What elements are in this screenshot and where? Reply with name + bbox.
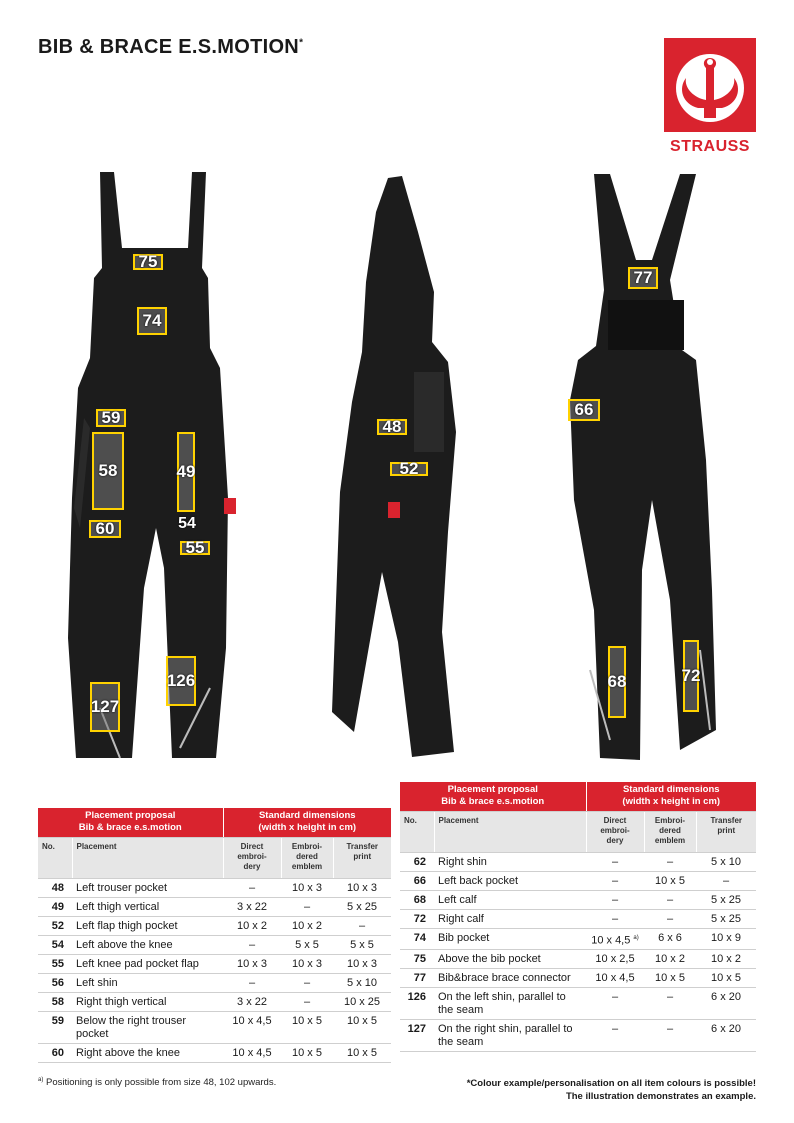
row-transfer-print: [696, 969, 756, 988]
header-standard-dimensions: [586, 782, 756, 811]
row-transfer-print-text: 10 x 5: [347, 1014, 377, 1027]
col-header-no: No.: [400, 811, 434, 852]
row-direct-embroidery: [586, 890, 644, 909]
row-embroidered-emblem: [644, 852, 696, 871]
back-view-image: [560, 170, 740, 764]
header-standard-dimensions: [223, 808, 391, 837]
marker-66: 66: [568, 399, 600, 421]
marker-127: 127: [90, 682, 120, 732]
row-transfer-print-text: 10 x 5: [711, 972, 741, 985]
row-placement: [72, 973, 223, 992]
row-direct-embroidery-text: 10 x 4,5: [232, 1014, 272, 1027]
col-header-transfer: Transfer print: [333, 837, 391, 878]
row-direct-embroidery-text: –: [248, 881, 256, 894]
col-header-emblem: [644, 811, 696, 852]
row-direct-embroidery-text: 3 x 22: [237, 900, 267, 913]
row-direct-embroidery-text: 10 x 2,5: [595, 953, 635, 966]
row-direct-embroidery-text: –: [611, 874, 619, 887]
row-number-text: 60: [51, 1046, 64, 1059]
table-row: [38, 954, 391, 973]
brand-name: STRAUSS: [670, 138, 750, 155]
row-placement-text: Left thigh vertical: [76, 900, 160, 913]
marker-58: 58: [92, 432, 124, 510]
row-embroidered-emblem: [281, 1043, 333, 1062]
row-transfer-print-text: 10 x 9: [711, 931, 741, 944]
row-embroidered-emblem-text: 10 x 5: [292, 1014, 322, 1027]
row-number: [400, 988, 434, 1020]
row-placement-text: Right calf: [438, 912, 484, 925]
row-embroidered-emblem-text: 6 x 6: [658, 931, 682, 944]
row-number: [400, 969, 434, 988]
table-row: [38, 1043, 391, 1062]
row-transfer-print-text: 5 x 10: [347, 976, 377, 989]
row-embroidered-emblem-text: 10 x 2: [655, 953, 685, 966]
row-embroidered-emblem: [644, 969, 696, 988]
row-direct-embroidery: [223, 954, 281, 973]
header-placement-proposal-line1: Placement proposal: [447, 784, 538, 796]
row-embroidered-emblem-text: –: [303, 976, 311, 989]
row-number-text: 59: [51, 1014, 64, 1027]
row-embroidered-emblem: [281, 897, 333, 916]
row-transfer-print-text: 10 x 3: [347, 881, 377, 894]
row-embroidered-emblem-text: 10 x 2: [292, 919, 322, 932]
stork-logo-icon: [664, 38, 756, 132]
row-transfer-print: [696, 928, 756, 950]
row-placement-text: Bib&brace brace connector: [438, 972, 571, 985]
row-direct-embroidery-text: 10 x 3: [237, 957, 267, 970]
row-embroidered-emblem: [281, 878, 333, 897]
row-placement: [72, 954, 223, 973]
row-direct-embroidery-text: –: [611, 855, 619, 868]
footer-note: [467, 1077, 756, 1103]
row-transfer-print-text: 5 x 25: [711, 893, 741, 906]
footnote-mark: a): [38, 1077, 44, 1083]
row-number-text: 126: [407, 991, 426, 1004]
header-standard-dimensions-line2: (width x height in cm): [258, 822, 357, 834]
table-row: [38, 897, 391, 916]
col-header-direct-l1: Direct embroi-: [600, 815, 630, 835]
row-placement-text: Left above the knee: [76, 938, 173, 951]
col-header-placement: Placement: [434, 811, 586, 852]
col-header-emblem-l2: dered: [659, 825, 681, 835]
row-placement: [72, 1043, 223, 1062]
row-placement-text: Left back pocket: [438, 874, 519, 887]
row-number-text: 77: [413, 972, 426, 985]
marker-59: 59: [96, 409, 126, 427]
row-transfer-print: [333, 935, 391, 954]
row-embroidered-emblem: [281, 935, 333, 954]
marker-68: 68: [608, 646, 626, 718]
row-transfer-print-text: 5 x 10: [711, 855, 741, 868]
row-embroidered-emblem: [281, 992, 333, 1011]
header-placement-proposal-line1: Placement proposal: [85, 810, 176, 822]
row-transfer-print: [696, 871, 756, 890]
row-embroidered-emblem-text: –: [303, 995, 311, 1008]
row-number: [400, 852, 434, 871]
row-transfer-print: [696, 1020, 756, 1052]
row-direct-embroidery: [586, 969, 644, 988]
row-embroidered-emblem-text: –: [666, 912, 674, 925]
col-header-emblem-l3: emblem: [654, 835, 686, 845]
row-number-text: 52: [51, 919, 64, 932]
row-placement: [72, 935, 223, 954]
table-row: [38, 973, 391, 992]
placement-table-right: [400, 782, 756, 1052]
marker-77: 77: [628, 267, 658, 289]
row-placement-text: Right above the knee: [76, 1046, 180, 1059]
row-embroidered-emblem-text: 10 x 5: [655, 972, 685, 985]
row-transfer-print-text: 6 x 20: [711, 991, 741, 1004]
table-row: [38, 916, 391, 935]
row-direct-embroidery: [223, 1011, 281, 1043]
row-placement: [434, 852, 586, 871]
marker-126: 126: [166, 656, 196, 706]
row-embroidered-emblem: [644, 909, 696, 928]
table-row: [400, 890, 756, 909]
table-row: [38, 992, 391, 1011]
col-header-no: No.: [38, 837, 72, 878]
title-asterisk: *: [299, 37, 304, 49]
row-direct-embroidery-text: –: [248, 976, 256, 989]
table-row: [400, 950, 756, 969]
row-number-text: 75: [413, 953, 426, 966]
row-placement: [72, 992, 223, 1011]
row-embroidered-emblem: [281, 916, 333, 935]
table-row: [400, 928, 756, 950]
page-title-text: BIB & BRACE E.S.MOTION: [38, 36, 300, 58]
row-embroidered-emblem-text: –: [666, 855, 674, 868]
page-title: [38, 36, 303, 59]
row-transfer-print: [333, 897, 391, 916]
marker-60: 60: [89, 520, 121, 538]
col-header-emblem-l1: Embroi-: [291, 841, 323, 851]
row-number-text: 56: [51, 976, 64, 989]
row-direct-embroidery-text: –: [611, 912, 619, 925]
col-header-emblem-l3: emblem: [291, 861, 323, 871]
row-placement: [434, 988, 586, 1020]
row-number: [38, 897, 72, 916]
col-header-transfer: Transfer print: [696, 811, 756, 852]
footnote: [38, 1077, 276, 1088]
row-transfer-print: [696, 890, 756, 909]
row-direct-embroidery: [586, 852, 644, 871]
header-placement-proposal-line2: Bib & brace e.s.motion: [441, 796, 545, 808]
row-placement-text: Bib pocket: [438, 931, 490, 944]
row-direct-embroidery: [586, 909, 644, 928]
row-embroidered-emblem: [644, 950, 696, 969]
row-number-text: 58: [51, 995, 64, 1008]
row-placement-text: Left calf: [438, 893, 477, 906]
row-transfer-print-text: 5 x 25: [347, 900, 377, 913]
row-transfer-print: [333, 954, 391, 973]
row-number: [400, 909, 434, 928]
row-number: [400, 950, 434, 969]
header-placement-proposal-line2: Bib & brace e.s.motion: [78, 822, 182, 834]
row-placement: [434, 1020, 586, 1052]
row-transfer-print: [696, 909, 756, 928]
row-direct-embroidery: [586, 871, 644, 890]
row-transfer-print: [696, 852, 756, 871]
row-transfer-print: [696, 988, 756, 1020]
marker-55: 55: [180, 541, 210, 555]
col-header-direct-l2: dery: [606, 835, 624, 845]
row-transfer-print-text: 10 x 25: [343, 995, 381, 1008]
row-number-text: 49: [51, 900, 64, 913]
row-number: [38, 954, 72, 973]
placement-table-left: [38, 808, 391, 1063]
footnote-text: Positioning is only possible from size 48, 102 upwards.: [45, 1077, 277, 1089]
col-header-emblem-l1: Embroi-: [654, 815, 686, 825]
row-direct-note: a): [633, 934, 639, 941]
row-number-text: 55: [51, 957, 64, 970]
row-placement: [434, 928, 586, 950]
row-number: [38, 878, 72, 897]
row-number: [38, 1043, 72, 1062]
table-row: [38, 1011, 391, 1043]
row-transfer-print-text: 5 x 25: [711, 912, 741, 925]
col-header-direct-l1: Direct embroi-: [237, 841, 267, 861]
marker-54: 54: [178, 515, 196, 532]
row-direct-embroidery: [223, 916, 281, 935]
row-transfer-print-text: 10 x 3: [347, 957, 377, 970]
row-placement-text: On the left shin, parallel to the seam: [438, 991, 566, 1017]
row-direct-embroidery: [223, 1043, 281, 1062]
row-placement: [72, 897, 223, 916]
row-number: [400, 928, 434, 950]
row-direct-embroidery: [223, 897, 281, 916]
row-placement-text: On the right shin, parallel to the seam: [438, 1023, 573, 1049]
row-direct-embroidery-text: 10 x 4,5: [595, 972, 635, 985]
row-embroidered-emblem-text: 10 x 5: [292, 1046, 322, 1059]
row-number-text: 72: [413, 912, 426, 925]
row-number-text: 68: [413, 893, 426, 906]
row-number-text: 74: [413, 931, 426, 944]
row-transfer-print-text: 10 x 2: [711, 953, 741, 966]
row-placement-text: Left trouser pocket: [76, 881, 168, 894]
footer-note-line2: The illustration demonstrates an example.: [565, 1091, 756, 1102]
row-embroidered-emblem: [281, 1011, 333, 1043]
row-transfer-print: [333, 992, 391, 1011]
header-standard-dimensions-line2: (width x height in cm): [622, 796, 721, 808]
row-number: [38, 1011, 72, 1043]
row-transfer-print-text: –: [722, 874, 730, 887]
col-header-emblem: [281, 837, 333, 878]
row-placement-text: Left flap thigh pocket: [76, 919, 178, 932]
row-number-text: 48: [51, 881, 64, 894]
row-transfer-print-text: 6 x 20: [711, 1023, 741, 1036]
row-number: [38, 935, 72, 954]
table-row: [400, 852, 756, 871]
header-standard-dimensions-line1: Standard dimensions: [258, 810, 356, 822]
row-transfer-print: [333, 1011, 391, 1043]
row-placement-text: Above the bib pocket: [438, 953, 541, 966]
col-header-direct: [586, 811, 644, 852]
row-direct-embroidery: [586, 1020, 644, 1052]
row-placement-text: Right shin: [438, 855, 487, 868]
table-row: [400, 969, 756, 988]
row-placement-text: Left knee pad pocket flap: [76, 957, 199, 970]
row-number: [38, 992, 72, 1011]
row-placement: [434, 871, 586, 890]
row-embroidered-emblem-text: –: [666, 1023, 674, 1036]
row-embroidered-emblem: [644, 890, 696, 909]
row-placement: [72, 1011, 223, 1043]
marker-72: 72: [683, 640, 699, 712]
row-embroidered-emblem-text: 10 x 3: [292, 881, 322, 894]
row-embroidered-emblem: [644, 1020, 696, 1052]
header-placement-proposal: [38, 808, 223, 837]
col-header-placement: Placement: [72, 837, 223, 878]
row-embroidered-emblem: [644, 928, 696, 950]
row-number: [400, 1020, 434, 1052]
row-number: [400, 871, 434, 890]
row-direct-embroidery: [223, 935, 281, 954]
row-number-text: 62: [413, 855, 426, 868]
row-direct-embroidery: [223, 878, 281, 897]
row-number: [400, 890, 434, 909]
row-embroidered-emblem-text: –: [666, 893, 674, 906]
header-standard-dimensions-line1: Standard dimensions: [622, 784, 720, 796]
row-placement: [434, 890, 586, 909]
row-direct-embroidery-text: –: [611, 1023, 619, 1036]
row-number-text: 54: [51, 938, 64, 951]
brand-logo: [664, 38, 756, 158]
row-direct-embroidery-text: –: [611, 991, 619, 1004]
header-placement-proposal: [400, 782, 586, 811]
row-transfer-print-text: 5 x 5: [350, 938, 374, 951]
col-header-emblem-l2: dered: [296, 851, 318, 861]
row-embroidered-emblem-text: 10 x 5: [655, 874, 685, 887]
row-placement-text: Below the right trouser pocket: [76, 1014, 187, 1040]
row-number-text: 127: [407, 1023, 426, 1036]
row-direct-embroidery-text: 10 x 2: [237, 919, 267, 932]
row-embroidered-emblem-text: 10 x 3: [292, 957, 322, 970]
row-direct-embroidery: [586, 988, 644, 1020]
table-row: [400, 871, 756, 890]
row-placement: [434, 969, 586, 988]
table-row: [38, 935, 391, 954]
col-header-direct-l2: dery: [243, 861, 261, 871]
row-embroidered-emblem-text: –: [666, 991, 674, 1004]
marker-48: 48: [377, 419, 407, 435]
table-row: [400, 988, 756, 1020]
row-direct-embroidery-text: –: [248, 938, 256, 951]
row-direct-embroidery-text: 10 x 4,5: [232, 1046, 272, 1059]
row-transfer-print: [333, 1043, 391, 1062]
marker-49: 49: [177, 432, 195, 512]
row-direct-embroidery-text: 10 x 4,5: [591, 934, 631, 947]
footer-note-line1: *Colour example/personalisation on all item colours is possible!: [466, 1078, 756, 1089]
row-placement-text: Left shin: [76, 976, 118, 989]
row-direct-embroidery: [223, 992, 281, 1011]
table-row: [400, 909, 756, 928]
row-transfer-print-text: –: [358, 919, 366, 932]
row-embroidered-emblem-text: –: [303, 900, 311, 913]
row-embroidered-emblem: [644, 988, 696, 1020]
marker-52: 52: [390, 462, 428, 476]
table-row: [38, 878, 391, 897]
row-direct-embroidery: [223, 973, 281, 992]
col-header-direct: [223, 837, 281, 878]
row-placement: [434, 950, 586, 969]
marker-74: 74: [137, 307, 167, 335]
row-placement-text: Right thigh vertical: [76, 995, 167, 1008]
row-direct-embroidery-text: 3 x 22: [237, 995, 267, 1008]
row-embroidered-emblem: [644, 871, 696, 890]
row-transfer-print: [333, 878, 391, 897]
row-embroidered-emblem: [281, 954, 333, 973]
row-number: [38, 973, 72, 992]
row-transfer-print: [333, 973, 391, 992]
row-embroidered-emblem: [281, 973, 333, 992]
row-direct-embroidery-text: –: [611, 893, 619, 906]
row-placement: [72, 878, 223, 897]
marker-75: 75: [133, 254, 163, 270]
row-number-text: 66: [413, 874, 426, 887]
row-direct-embroidery: [586, 950, 644, 969]
row-direct-embroidery: [586, 928, 644, 950]
row-transfer-print: [696, 950, 756, 969]
row-embroidered-emblem-text: 5 x 5: [295, 938, 319, 951]
row-transfer-print-text: 10 x 5: [347, 1046, 377, 1059]
row-transfer-print: [333, 916, 391, 935]
table-row: [400, 1020, 756, 1052]
row-placement: [72, 916, 223, 935]
row-number: [38, 916, 72, 935]
row-placement: [434, 909, 586, 928]
